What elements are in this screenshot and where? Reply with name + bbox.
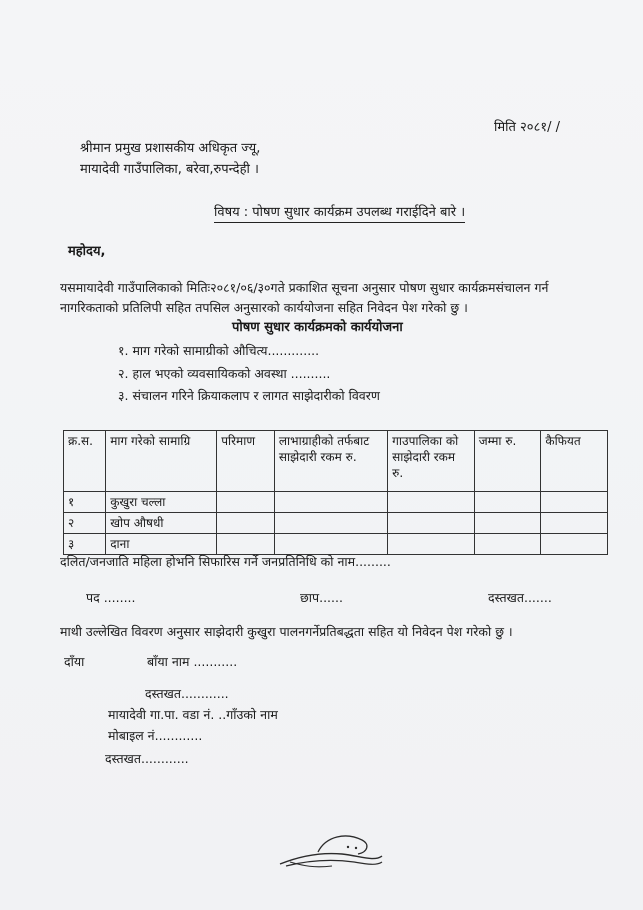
plan-item-3: ३. संचालन गरिने क्रियाकलाप र लागत साझेदारीको विवरण: [118, 388, 380, 403]
table-header-row: [64, 431, 608, 492]
row-item: खोप औषधी: [106, 513, 217, 534]
header-item: माग गरेको सामाग्रि: [106, 431, 217, 492]
addressee-line-1: श्रीमान प्रमुख प्रशासकीय अधिकृत ज्यू,: [80, 141, 261, 156]
declaration-line: माथी उल्लेखित विवरण अनुसार साझेदारी कुखुरा पालनगर्नेप्रतिबद्धता सहित यो निवेदन पेश गरेको छु ।: [60, 624, 513, 639]
cell-empty: [388, 513, 475, 534]
post-line: पद ........: [86, 590, 136, 605]
row-sn: २: [64, 513, 106, 534]
header-beneficiary-share: लाभाग्राहीको तर्फबाट साझेदारी रकम रु.: [274, 431, 387, 492]
table-row: [64, 513, 608, 534]
recommender-signature-line: दस्तखत.......: [488, 590, 552, 605]
cell-empty: [274, 534, 387, 555]
left-thumb-name-line: बाँया नाम ...........: [147, 654, 238, 669]
applicant-signature-line: दस्तखत............: [145, 686, 229, 701]
cell-empty: [388, 492, 475, 513]
recommender-line: दलित/जनजाति महिला होभनि सिफारिस गर्ने जनप्रतिनिधि को नाम.........: [60, 554, 391, 569]
cell-empty: [541, 492, 608, 513]
addressee-line-2: मायादेवी गाउँपालिका, बरेवा,रुपन्देही ।: [80, 162, 259, 177]
cost-sharing-table: [63, 430, 608, 555]
row-item: कुखुरा चल्ला: [106, 492, 217, 513]
row-sn: १: [64, 492, 106, 513]
final-signature-line: दस्तखत............: [105, 751, 189, 766]
cell-empty: [217, 513, 275, 534]
header-municipality-share: गाउपालिका को साझेदारी रकम रु.: [388, 431, 475, 492]
table-row: [64, 534, 608, 555]
ward-line: मायादेवी गा.पा. वडा नं. ..गाँउको नाम: [108, 707, 278, 722]
header-sn: क्र.स.: [64, 431, 106, 492]
cell-empty: [541, 513, 608, 534]
salutation: महोदय,: [68, 244, 106, 259]
plan-item-1: १. माग गरेको सामाग्रीको औचित्य.............: [118, 343, 320, 358]
body-line-2: नागरिकताको प्रतिलिपी सहित तपसिल अनुसारको कार्ययोजना सहित निवेदन पेश गरेको छु ।: [60, 300, 468, 315]
row-item: दाना: [106, 534, 217, 555]
cell-empty: [274, 492, 387, 513]
cell-empty: [217, 492, 275, 513]
date-line: मिति २०८१/ /: [494, 120, 560, 135]
header-quantity: परिमाण: [217, 431, 275, 492]
plan-item-2: २. हाल भएको व्यवसायिकको अवस्था ..........: [118, 366, 331, 381]
stamp-line: छाप......: [300, 590, 343, 605]
header-remarks: कैफियत: [541, 431, 608, 492]
cell-empty: [541, 534, 608, 555]
subject-line: विषय : पोषण सुधार कार्यक्रम उपलब्ध गराईदिने बारे ।: [214, 205, 465, 223]
cell-empty: [217, 534, 275, 555]
table-row: [64, 492, 608, 513]
cell-empty: [474, 492, 541, 513]
body-line-1: यसमायादेवी गाउँपालिकाको मितिः२०८१/०६/३०गते प्रकाशित सूचना अनुसार पोषण सुधार कार्यक्रमसंचालन गर्न: [60, 280, 549, 295]
right-thumb-label: दाँया: [64, 654, 85, 669]
cell-empty: [474, 513, 541, 534]
header-total: जम्मा रु.: [474, 431, 541, 492]
row-sn: ३: [64, 534, 106, 555]
handwritten-signature: [270, 826, 390, 876]
mobile-line: मोबाइल नं............: [108, 728, 203, 743]
plan-title: पोषण सुधार कार्यक्रमको कार्ययोजना: [232, 320, 403, 335]
cell-empty: [474, 534, 541, 555]
cell-empty: [388, 534, 475, 555]
cell-empty: [274, 513, 387, 534]
